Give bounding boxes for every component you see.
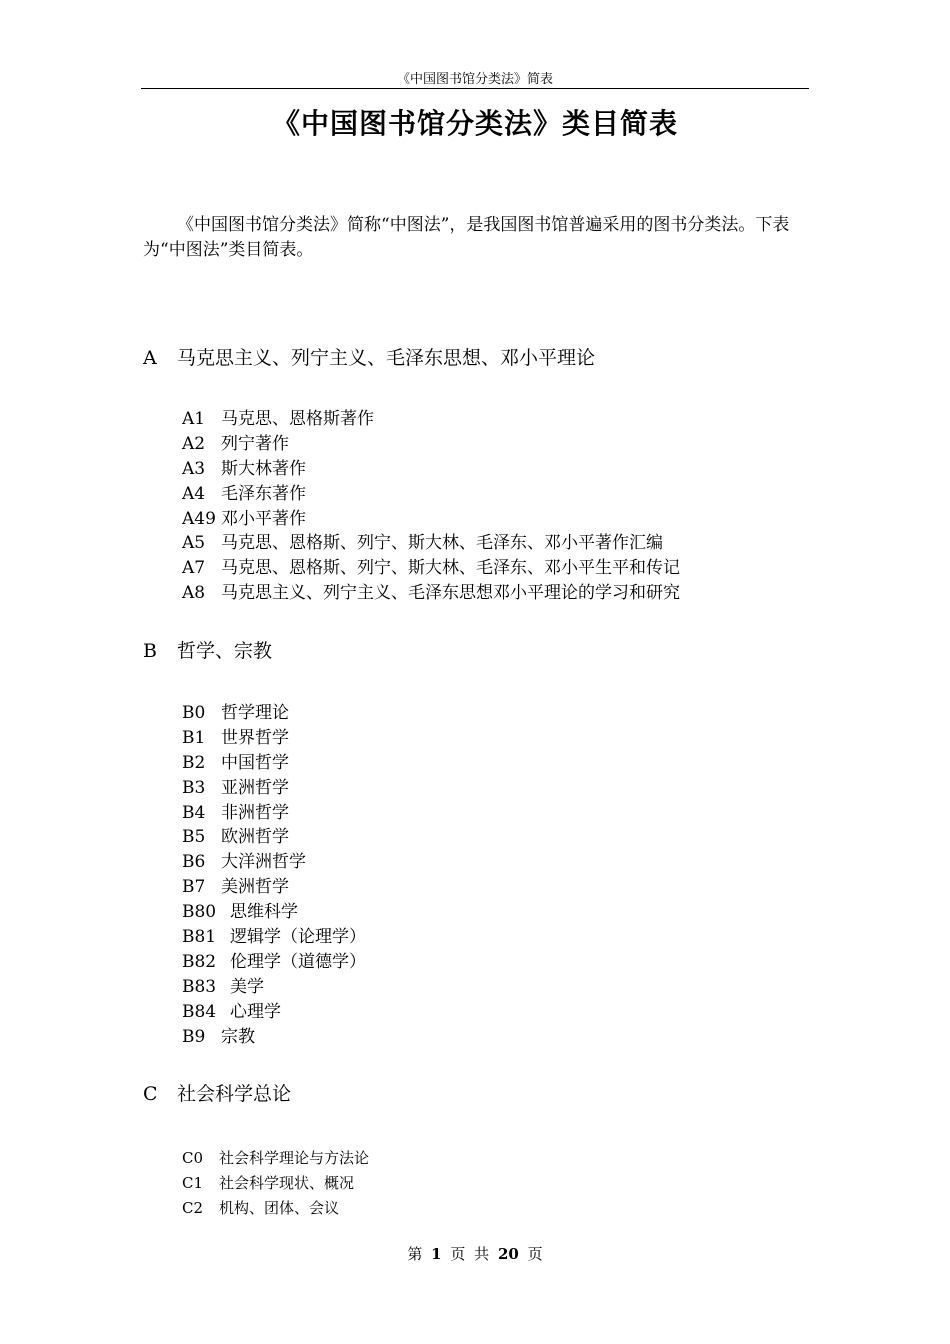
section-code: B: [143, 640, 157, 662]
item-code: B9: [182, 1026, 206, 1047]
footer-middle: 页 共: [450, 1245, 490, 1263]
list-item: [182, 1000, 366, 1025]
item-label: 宗教: [221, 1026, 255, 1047]
item-label: 世界哲学: [221, 727, 289, 748]
item-code: C2: [182, 1198, 204, 1217]
item-code: B2: [182, 752, 206, 773]
item-label: 美学: [230, 976, 264, 997]
footer-page-number: 1: [431, 1245, 442, 1263]
section-b-list: [182, 701, 366, 1049]
item-code: A8: [182, 583, 206, 604]
item-code: B1: [182, 727, 206, 748]
item-code: A7: [182, 558, 206, 579]
item-label: 社会科学现状、概况: [219, 1173, 355, 1192]
item-label: 马克思、恩格斯、列宁、斯大林、毛泽东、邓小平生平和传记: [221, 558, 680, 579]
list-item: [182, 1146, 369, 1171]
item-code: B80: [182, 902, 217, 923]
item-code: B83: [182, 976, 217, 997]
item-code: B4: [182, 802, 206, 823]
list-item: [182, 701, 366, 726]
item-label: 社会科学理论与方法论: [219, 1149, 370, 1167]
list-item: [182, 457, 680, 482]
item-code: B82: [182, 951, 217, 972]
list-item: [182, 925, 366, 950]
page-footer: [141, 1244, 809, 1264]
item-label: 大洋洲哲学: [221, 852, 306, 873]
item-label: 列宁著作: [221, 433, 289, 454]
list-item: [182, 900, 366, 925]
item-label: 邓小平著作: [221, 508, 306, 529]
footer-prefix: 第: [407, 1245, 423, 1263]
section-label: 社会科学总论: [177, 1083, 292, 1105]
running-header: 《中国图书馆分类法》简表: [396, 72, 553, 87]
list-item: [182, 1196, 369, 1221]
item-label: 斯大林著作: [221, 458, 306, 479]
item-label: 马克思、恩格斯著作: [221, 409, 374, 429]
list-item: [182, 825, 366, 850]
list-item: [182, 581, 680, 606]
list-item: [182, 482, 680, 507]
list-item: [182, 776, 366, 801]
item-label: 亚洲哲学: [221, 777, 289, 798]
page-title: 《中国图书馆分类法》类目简表: [271, 107, 678, 140]
list-item: [182, 507, 680, 532]
header-rule: [141, 88, 809, 89]
item-label: 哲学理论: [221, 703, 289, 723]
section-heading-c: [143, 1081, 291, 1107]
item-code: B0: [182, 703, 206, 723]
item-label: 机构、团体、会议: [219, 1198, 340, 1217]
footer-suffix: 页: [527, 1245, 543, 1263]
list-item: [182, 875, 366, 900]
item-code: C0: [182, 1149, 204, 1167]
footer-total-pages: 20: [497, 1245, 519, 1263]
item-code: B3: [182, 777, 206, 798]
item-code: B6: [182, 852, 206, 873]
item-label: 中国哲学: [221, 752, 289, 773]
list-item: [182, 975, 366, 1000]
item-label: 马克思、恩格斯、列宁、斯大林、毛泽东、邓小平著作汇编: [221, 533, 663, 554]
item-code: A5: [182, 533, 206, 554]
section-c-list: [182, 1146, 369, 1221]
item-label: 毛泽东著作: [221, 483, 306, 504]
item-code: A4: [182, 483, 206, 504]
item-code: B7: [182, 877, 206, 898]
list-item: [182, 850, 366, 875]
item-code: A2: [182, 433, 206, 454]
list-item: [182, 950, 366, 975]
item-code: A1: [182, 409, 206, 429]
list-item: [182, 726, 366, 751]
item-label: 马克思主义、列宁主义、毛泽东思想邓小平理论的学习和研究: [221, 583, 680, 604]
item-code: A3: [182, 458, 206, 479]
section-code: A: [143, 347, 157, 369]
item-code: B5: [182, 827, 206, 848]
section-heading-b: [143, 638, 272, 664]
item-code: B81: [182, 927, 217, 948]
list-item: [182, 556, 680, 581]
item-label: 心理学: [230, 1001, 281, 1022]
list-item: [182, 801, 366, 826]
list-item: [182, 1025, 366, 1050]
section-label: 哲学、宗教: [177, 640, 273, 662]
item-code: C1: [182, 1173, 204, 1192]
section-code: C: [143, 1083, 158, 1105]
intro-paragraph: 《中国图书馆分类法》简称“中图法”，是我国图书馆普遍采用的图书分类法。下表为“中图法”类目简表。: [143, 215, 790, 260]
list-item: [182, 432, 680, 457]
list-item: [182, 1171, 369, 1196]
item-code: B84: [182, 1001, 217, 1022]
list-item: [182, 531, 680, 556]
item-label: 非洲哲学: [221, 802, 289, 823]
item-label: 美洲哲学: [221, 877, 289, 898]
list-item: [182, 407, 680, 432]
section-a-list: [182, 407, 680, 606]
section-heading-a: [143, 345, 595, 371]
section-label: 马克思主义、列宁主义、毛泽东思想、邓小平理论: [177, 347, 596, 369]
item-label: 逻辑学（论理学）: [230, 927, 366, 948]
item-code: A49: [182, 508, 216, 529]
item-label: 伦理学（道德学）: [230, 951, 366, 972]
item-label: 欧洲哲学: [221, 827, 289, 848]
item-label: 思维科学: [230, 902, 298, 923]
list-item: [182, 751, 366, 776]
